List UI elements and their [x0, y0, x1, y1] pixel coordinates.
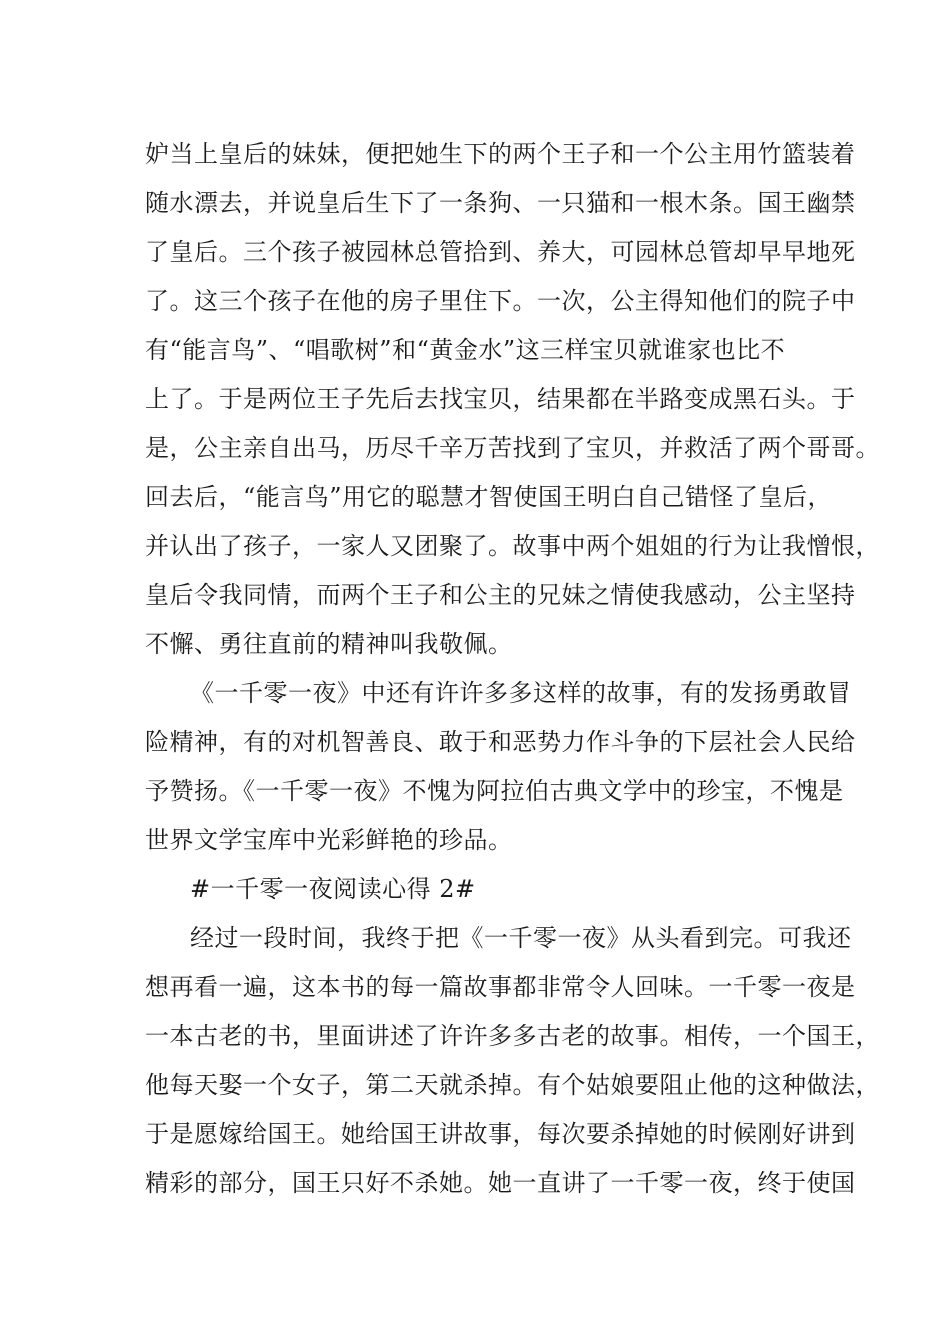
paragraph-1-line-2: 随水漂去，并说皇后生下了一条狗、一只猫和一根木条。国王幽禁	[145, 189, 856, 217]
paragraph-1-line-8: 回去后，“能言鸟”用它的聪慧才智使国王明白自己错怪了皇后，	[145, 483, 833, 511]
paragraph-1-line-3: 了皇后。三个孩子被园林总管拾到、养大，可园林总管却早早地死	[145, 238, 856, 266]
paragraph-3-line-5: 于是愿嫁给国王。她给国王讲故事，每次要杀掉她的时候刚好讲到	[145, 1120, 856, 1148]
paragraph-2-line-1: 《一千零一夜》中还有许许多多这样的故事，有的发扬勇敢冒	[190, 679, 852, 707]
paragraph-3-line-1: 经过一段时间，我终于把《一千零一夜》从头看到完。可我还	[190, 924, 852, 952]
paragraph-3-line-6: 精彩的部分，国王只好不杀她。她一直讲了一千零一夜，终于使国	[145, 1169, 856, 1197]
section-heading: #一千零一夜阅读心得 2#	[190, 875, 476, 903]
paragraph-1-line-11: 不懈、勇往直前的精神叫我敬佩。	[145, 630, 513, 658]
paragraph-1-line-1: 妒当上皇后的妹妹，便把她生下的两个王子和一个公主用竹篮装着	[145, 140, 856, 168]
paragraph-1-line-5: 有“能言鸟”、“唱歌树”和“黄金水”这三样宝贝就谁家也比不	[145, 336, 786, 364]
paragraph-3-line-2: 想再看一遍，这本书的每一篇故事都非常令人回味。一千零一夜是	[145, 973, 856, 1001]
paragraph-1-line-10: 皇后令我同情，而两个王子和公主的兄妹之情使我感动，公主坚持	[145, 581, 856, 609]
paragraph-2-line-4: 世界文学宝库中光彩鲜艳的珍品。	[145, 826, 513, 854]
paragraph-1-line-9: 并认出了孩子，一家人又团聚了。故事中两个姐姐的行为让我憎恨，	[145, 532, 880, 560]
paragraph-1-line-7: 是，公主亲自出马，历尽千辛万苦找到了宝贝，并救活了两个哥哥。	[145, 434, 880, 462]
paragraph-1-line-6: 上了。于是两位王子先后去找宝贝，结果都在半路变成黑石头。于	[145, 385, 856, 413]
paragraph-3-line-4: 他每天娶一个女子，第二天就杀掉。有个姑娘要阻止他的这种做法，	[145, 1071, 880, 1099]
paragraph-2-line-3: 予赞扬。《一千零一夜》不愧为阿拉伯古典文学中的珍宝，不愧是	[145, 777, 844, 805]
paragraph-2-line-2: 险精神，有的对机智善良、敢于和恶势力作斗争的下层社会人民给	[145, 728, 856, 756]
paragraph-3-line-3: 一本古老的书，里面讲述了许许多多古老的故事。相传，一个国王，	[145, 1022, 880, 1050]
paragraph-1-line-4: 了。这三个孩子在他的房子里住下。一次，公主得知他们的院子中	[145, 287, 856, 315]
